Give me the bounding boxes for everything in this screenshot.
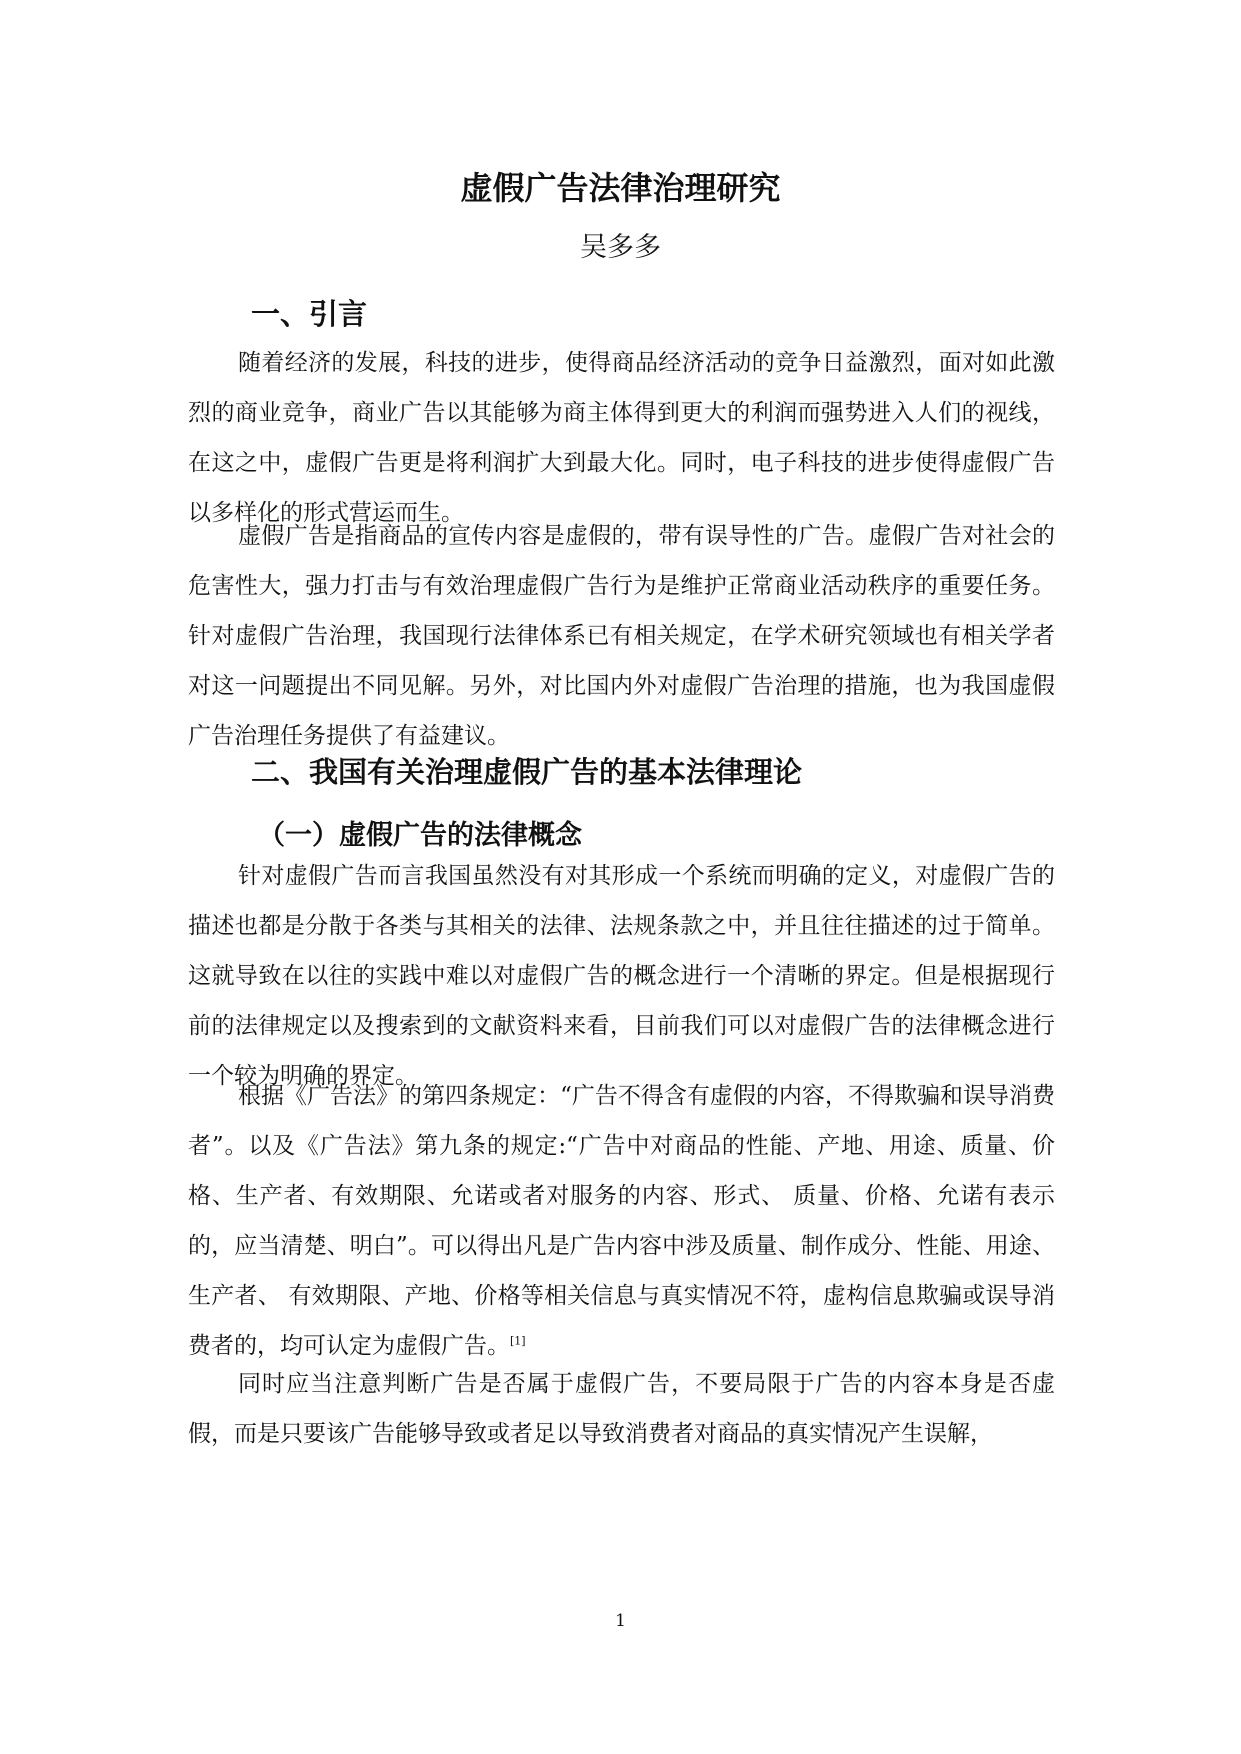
- paragraph-text: 根据《广告法》的第四条规定：“广告不得含有虚假的内容，不得欺骗和误导消费者”。以及《广告法》第九条的规定:“广告中对商品的性能、产地、用途、质量、价格、生产者、有效期限、允诺或者对服务的内容、形式、 质量、价格、允诺有表示的，应当清楚、明白”。可以得出凡是广告内容中涉及质量、制作成分、性能、用途、生产者、 有效期限、产地、价格等相关信息与真实情况不符，虚构信息欺骗或误导消费者的，均可认定为虚假广告。: [188, 1083, 1055, 1359]
- author-name: 吴多多: [580, 232, 661, 263]
- footnote-reference[interactable]: [1]: [510, 1334, 526, 1348]
- body-paragraph: 随着经济的发展，科技的进步，使得商品经济活动的竞争日益激烈，面对如此激烈的商业竞争，商业广告以其能够为商主体得到更大的利润而强势进入人们的视线，在这之中，虚假广告更是将利润扩大到最大化。同时，电子科技的进步使得虚假广告以多样化的形式营运而生。: [188, 350, 1055, 526]
- page-number: 1: [615, 1611, 626, 1631]
- body-paragraph: [188, 1071, 1055, 1371]
- body-paragraph: 针对虚假广告而言我国虽然没有对其形成一个系统而明确的定义，对虚假广告的描述也都是分散于各类与其相关的法律、法规条款之中，并且往往描述的过于简单。这就导致在以往的实践中难以对虚假广告的概念进行一个清晰的界定。但是根据现行前的法律规定以及搜索到的文献资料来看，目前我们可以对虚假广告的法律概念进行一个较为明确的界定。: [188, 863, 1055, 1089]
- subsection-heading-legal-concept: （一）虚假广告的法律概念: [258, 820, 582, 851]
- body-paragraph: 虚假广告是指商品的宣传内容是虚假的，带有误导性的广告。虚假广告对社会的危害性大，强力打击与有效治理虚假广告行为是维护正常商业活动秩序的重要任务。针对虚假广告治理，我国现行法律体系已有相关规定，在学术研究领域也有相关学者对这一问题提出不同见解。另外，对比国内外对虚假广告治理的措施，也为我国虚假广告治理任务提供了有益建议。: [188, 523, 1055, 749]
- body-paragraph: 同时应当注意判断广告是否属于虚假广告，不要局限于广告的内容本身是否虚假，而是只要该广告能够导致或者足以导致消费者对商品的真实情况产生误解，: [188, 1371, 1055, 1447]
- section-heading-introduction: 一、引言: [251, 297, 368, 331]
- paper-title: 虚假广告法律治理研究: [460, 169, 781, 207]
- section-heading-legal-theory: 二、我国有关治理虚假广告的基本法律理论: [251, 755, 803, 789]
